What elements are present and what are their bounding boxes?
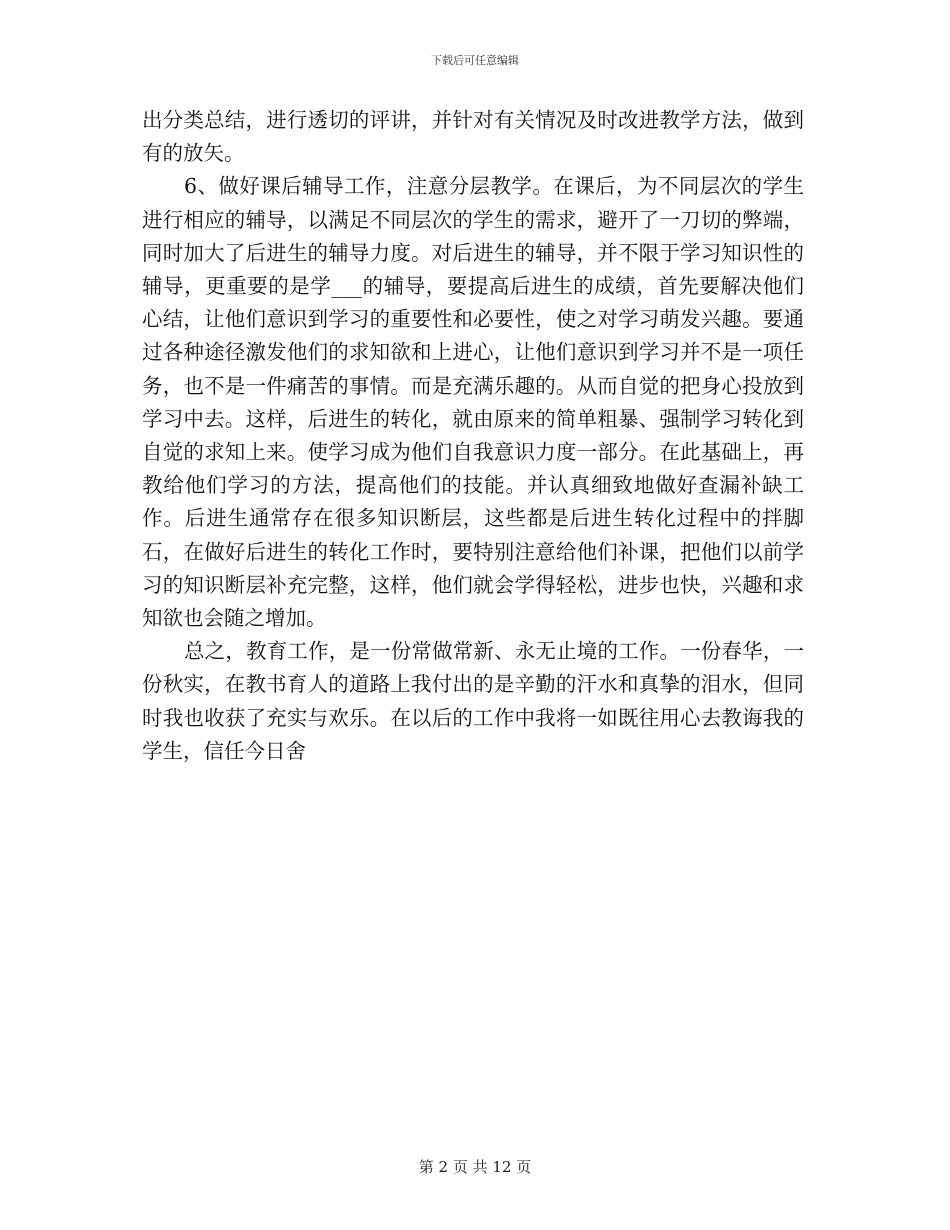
page-number-footer: 第 2 页 共 12 页 — [418, 1158, 532, 1176]
page-header: 下载后可任意编辑 — [431, 54, 519, 67]
document-body — [142, 104, 804, 768]
paragraph-tutoring: 6、做好课后辅导工作，注意分层教学。在课后，为不同层次的学生进行相应的辅导，以满足不同层次的学生的需求，避开了一刀切的弊端，同时加大了后进生的辅导力度。对后进生的辅导，并不限于学习知识性的辅导，更重要的是学___的辅导，要提高后进生的成绩，首先要解决他们心结，让他们意识到学习的重要性和必要性，使之对学习萌发兴趣。要通过各种途径激发他们的求知欲和上进心，让他们意识到学习并不是一项任务，也不是一件痛苦的事情。而是充满乐趣的。从而自觉的把身心投放到学习中去。这样，后进生的转化，就由原来的简单粗暴、强制学习转化到自觉的求知上来。使学习成为他们自我意识力度一部分。在此基础上，再教给他们学习的方法，提高他们的技能。并认真细致地做好查漏补缺工作。后进生通常存在很多知识断层，这些都是后进生转化过程中的拌脚石，在做好后进生的转化工作时，要特别注意给他们补课，把他们以前学习的知识断层补充完整，这样，他们就会学得轻松，进步也快，兴趣和求知欲也会随之增加。 — [142, 174, 804, 631]
paragraph-continuation: 出分类总结，进行透切的评讲，并针对有关情况及时改进教学方法，做到有的放矢。 — [142, 108, 804, 166]
paragraph-conclusion: 总之，教育工作，是一份常做常新、永无止境的工作。一份春华，一份秋实，在教书育人的道路上我付出的是辛勤的汗水和真挚的泪水，但同时我也收获了充实与欢乐。在以后的工作中我将一如既往用心去教诲我的学生，信任今日舍 — [142, 639, 804, 763]
